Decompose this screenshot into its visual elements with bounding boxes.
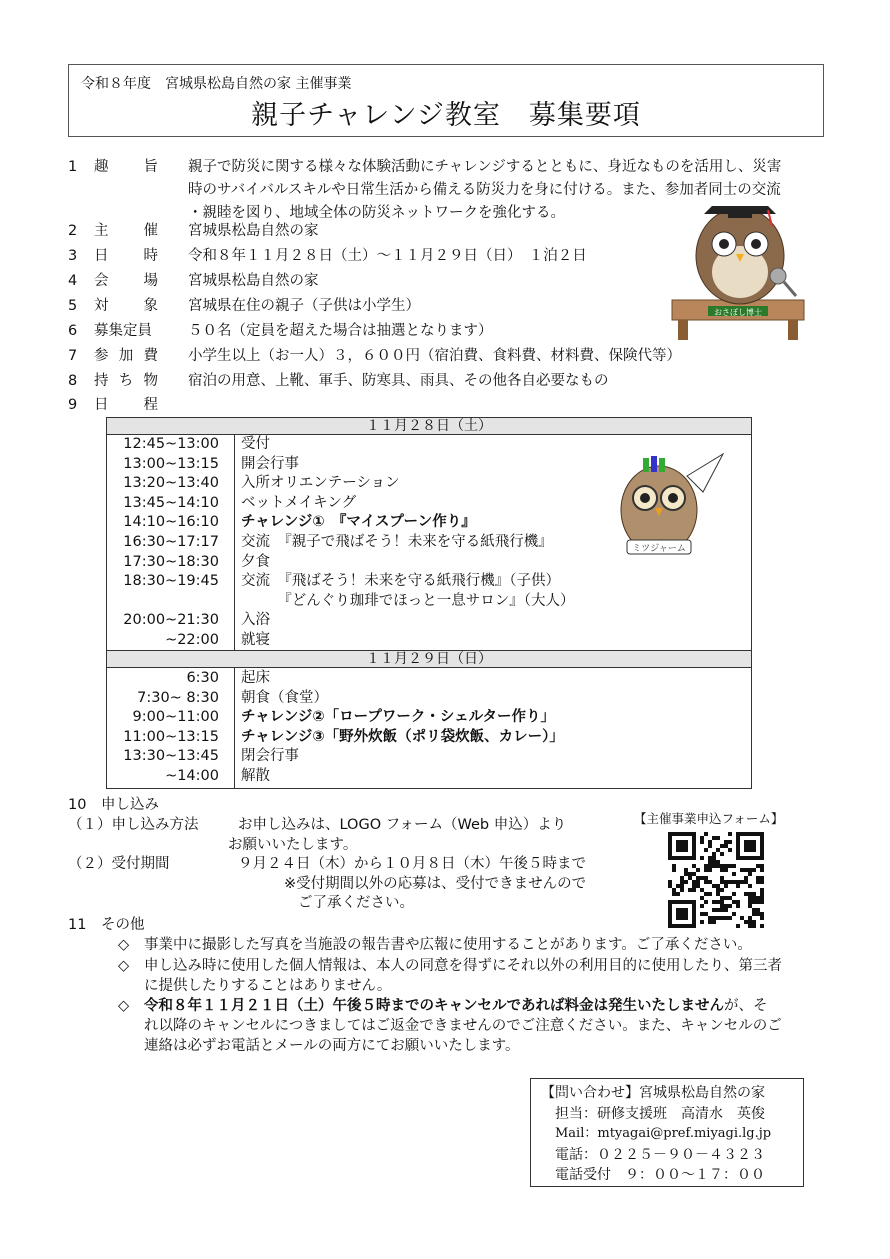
day2-header: １１月２９日（日） <box>107 650 751 668</box>
contact-hours: 電話受付 ９：００～１７：００ <box>555 1167 765 1183</box>
item-label: 主 催 <box>94 223 158 239</box>
item-body: 宮城県松島自然の家 <box>188 273 319 289</box>
schedule-row <box>107 669 751 689</box>
item-body: 令和８年１１月２８日（土）～１１月２９日（日） １泊２日 <box>188 248 587 264</box>
schedule-time: 12:45~13:00 <box>123 436 219 452</box>
owl-professor-icon <box>668 196 808 342</box>
schedule-time: 17:30~18:30 <box>123 553 219 570</box>
schedule-event: 起床 <box>241 670 270 686</box>
method-text-2: お願いいたします。 <box>228 837 358 853</box>
item-number: 4 <box>68 273 78 289</box>
day1-header: １１月２８日（土） <box>107 417 751 435</box>
period-note: ※受付期間以外の応募は、受付できませんので <box>284 876 587 892</box>
schedule-time: ~22:00 <box>165 632 219 648</box>
schedule-event: 『どんぐり珈琲でほっと一息サロン』（大人） <box>241 592 575 609</box>
period-note-2: ご了承ください。 <box>298 895 414 911</box>
header-box <box>68 64 824 137</box>
schedule-time: 11:00~13:15 <box>123 728 219 745</box>
item-label: 持 ち 物 <box>94 373 158 389</box>
schedule-time: 13:00~13:15 <box>123 455 219 472</box>
qr-caption: 【主催事業申込フォーム】 <box>634 811 784 826</box>
schedule-time: 13:30~13:45 <box>123 748 219 765</box>
item-body: ５０名（定員を超えた場合は抽選となります） <box>188 323 493 339</box>
contact-title: 【問い合わせ】宮城県松島自然の家 <box>541 1085 765 1101</box>
contact-phone[interactable]: 電話：０２２５－９０－４３２３ <box>555 1146 765 1163</box>
schedule-row <box>107 708 751 728</box>
item-number: 3 <box>68 248 78 264</box>
schedule-event: チャレンジ③「野外炊飯（ポリ袋炊飯、カレー）」 <box>241 728 564 745</box>
period-label: （２）受付期間 <box>68 856 170 872</box>
schedule-table <box>106 417 752 789</box>
item-number: 6 <box>68 323 78 339</box>
item-number: 8 <box>68 373 78 389</box>
item-label: 会 場 <box>94 273 158 289</box>
schedule-row <box>107 728 751 748</box>
schedule-row <box>107 689 751 709</box>
item-body: 宿泊の用意、上靴、軍手、防寒具、雨具、その他各自必要なもの <box>188 373 609 389</box>
schedule-time: ~14:00 <box>165 768 219 784</box>
note-cancel-3: 連絡は必ずお電話とメールの両方にてお願いいたします。 <box>144 1038 520 1054</box>
note-privacy: 申し込み時に使用した個人情報は、本人の同意を得ずにそれ以外の利用目的に使用したり、第三者 <box>144 958 782 974</box>
schedule-row <box>107 631 751 651</box>
contact-box <box>530 1078 804 1187</box>
method-label: （１）申し込み方法 <box>68 817 199 833</box>
schedule-row <box>107 611 751 631</box>
schedule-time: 7:30~ 8:30 <box>137 689 219 706</box>
item-label: 参 加 費 <box>94 348 158 364</box>
other-heading: 11 その他 <box>68 917 145 933</box>
schedule-event: 解散 <box>241 768 270 784</box>
bullet: ◇ <box>118 937 130 953</box>
schedule-event: 受付 <box>241 436 270 452</box>
schedule-time: 16:30~17:17 <box>123 534 219 550</box>
qr-code-icon <box>668 832 764 928</box>
item-label: 趣 旨 <box>94 159 158 175</box>
item-label: 日 程 <box>94 397 158 413</box>
schedule-time: 20:00~21:30 <box>123 612 219 629</box>
schedule-event: 閉会行事 <box>241 748 299 765</box>
schedule-time: 13:45~14:10 <box>123 494 219 511</box>
bullet: ◇ <box>118 998 130 1014</box>
note-photo: 事業中に撮影した写真を当施設の報告書や広報に使用することがあります。ご了承ください。 <box>144 937 752 953</box>
schedule-row <box>107 767 751 787</box>
method-text: お申し込みは、LOGO フォーム（Web 申込）より <box>238 817 567 833</box>
item-number: 9 <box>68 397 78 413</box>
schedule-event: チャレンジ②「ロープワーク・シェルター作り」 <box>241 709 556 726</box>
svg-text:ミツジャーム: ミツジャーム <box>632 544 686 554</box>
note-cancel-2: れ以降のキャンセルにつきましてはご返金できませんのでご注意ください。また、キャンセルのご <box>144 1018 782 1034</box>
item-body: 小学生以上（お一人）３，６００円（宿泊費、食料費、材料費、保険代等） <box>188 348 681 364</box>
item-label: 日 時 <box>94 248 158 264</box>
owl-professor-illustration <box>668 196 808 342</box>
item-number: 5 <box>68 298 78 314</box>
schedule-event: チャレンジ① 『マイスプーン作り』 <box>241 514 476 531</box>
schedule-event: 入浴 <box>241 612 270 629</box>
item-label: 募集定員 <box>94 323 152 339</box>
schedule-time: 9:00~11:00 <box>132 709 219 726</box>
bullet: ◇ <box>118 958 130 974</box>
schedule-event: 開会行事 <box>241 455 299 472</box>
item-label: 対 象 <box>94 298 158 314</box>
note-cancel-rest: が、そ <box>724 998 768 1014</box>
schedule-event: 就寝 <box>241 632 270 648</box>
item-body: 宮城県在住の親子（子供は小学生） <box>188 298 420 314</box>
note-cancel <box>144 996 768 1017</box>
schedule-row <box>107 592 751 612</box>
svg-text:おさぼし博士: おさぼし博士 <box>714 308 762 317</box>
item-number: 1 <box>68 159 78 175</box>
schedule-time: 14:10~16:10 <box>123 514 219 531</box>
application-heading: 10 申し込み <box>68 797 159 813</box>
schedule-event: ベットメイキング <box>241 494 357 511</box>
schedule-time: 6:30 <box>186 670 219 686</box>
schedule-event: 朝食（食堂） <box>241 689 328 706</box>
schedule-event: 夕食 <box>241 553 270 570</box>
schedule-time: 18:30~19:45 <box>123 573 219 590</box>
contact-person: 担当：研修支援班 高清水 英俊 <box>555 1105 765 1122</box>
page-title: 親子チャレンジ教室 募集要項 <box>251 100 641 131</box>
schedule-row <box>107 572 751 592</box>
qr-code[interactable] <box>668 832 764 928</box>
schedule-time: 13:20~13:40 <box>123 475 219 492</box>
period-text: ９月２４日（木）から１０月８日（木）午後５時まで <box>238 856 586 872</box>
owl-plane-icon <box>607 446 725 566</box>
schedule-row <box>107 747 751 767</box>
note-cancel-bold: 令和８年１１月２１日（土）午後５時までのキャンセルであれば料金は発生いたしません <box>144 998 724 1014</box>
item-body: 親子で防災に関する様々な体験活動にチャレンジするとともに、身近なものを活用し、災害 時のサバイバルスキルや日常生活から備える防災力を身に付ける。また、参加者同士の交流 ・親睦を図り、地域全体の防災ネットワークを強化する。 <box>188 159 782 221</box>
schedule-event: 交流 『飛ばそう！未来を守る紙飛行機』（子供） <box>241 573 560 590</box>
header-subtitle: 令和８年度 宮城県松島自然の家 主催事業 <box>81 76 352 92</box>
schedule-event: 入所オリエンテーション <box>241 475 400 492</box>
owl-plane-illustration <box>607 446 725 566</box>
item-number: 7 <box>68 348 78 364</box>
item-body: 宮城県松島自然の家 <box>188 223 319 239</box>
schedule-event: 交流 『親子で飛ばそう！未来を守る紙飛行機』 <box>241 534 553 550</box>
item-number: 2 <box>68 223 78 239</box>
contact-email[interactable]: Mail：mtyagai@pref.miyagi.lg.jp <box>555 1126 772 1141</box>
note-privacy-2: に提供したりすることはありません。 <box>144 978 392 994</box>
